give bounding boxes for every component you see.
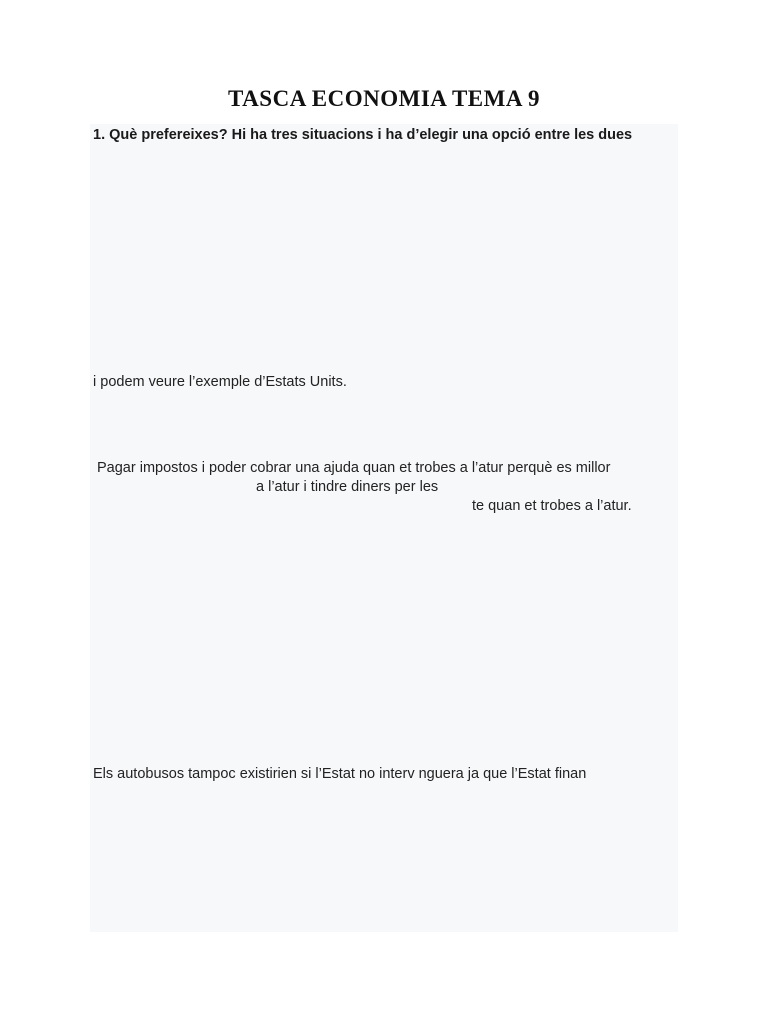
text-line: a l’atur i tindre diners per les xyxy=(256,479,439,495)
text-line: Els autobusos tampoc existirien si l’Estat no interv nguera ja que l’Estat finan xyxy=(93,766,587,782)
question-heading: 1. Què prefereixes? Hi ha tres situacions i ha d’elegir una opció entre les dues xyxy=(93,127,633,143)
text-line: i podem veure l’exemple d’Estats Units. xyxy=(93,374,347,390)
text-line: Pagar impostos i poder cobrar una ajuda quan et trobes a l’atur perquè es millor xyxy=(97,460,611,476)
text-line: te quan et trobes a l’atur. xyxy=(472,498,632,514)
document-content-box xyxy=(90,124,678,932)
page-title: TASCA ECONOMIA TEMA 9 xyxy=(228,86,540,111)
